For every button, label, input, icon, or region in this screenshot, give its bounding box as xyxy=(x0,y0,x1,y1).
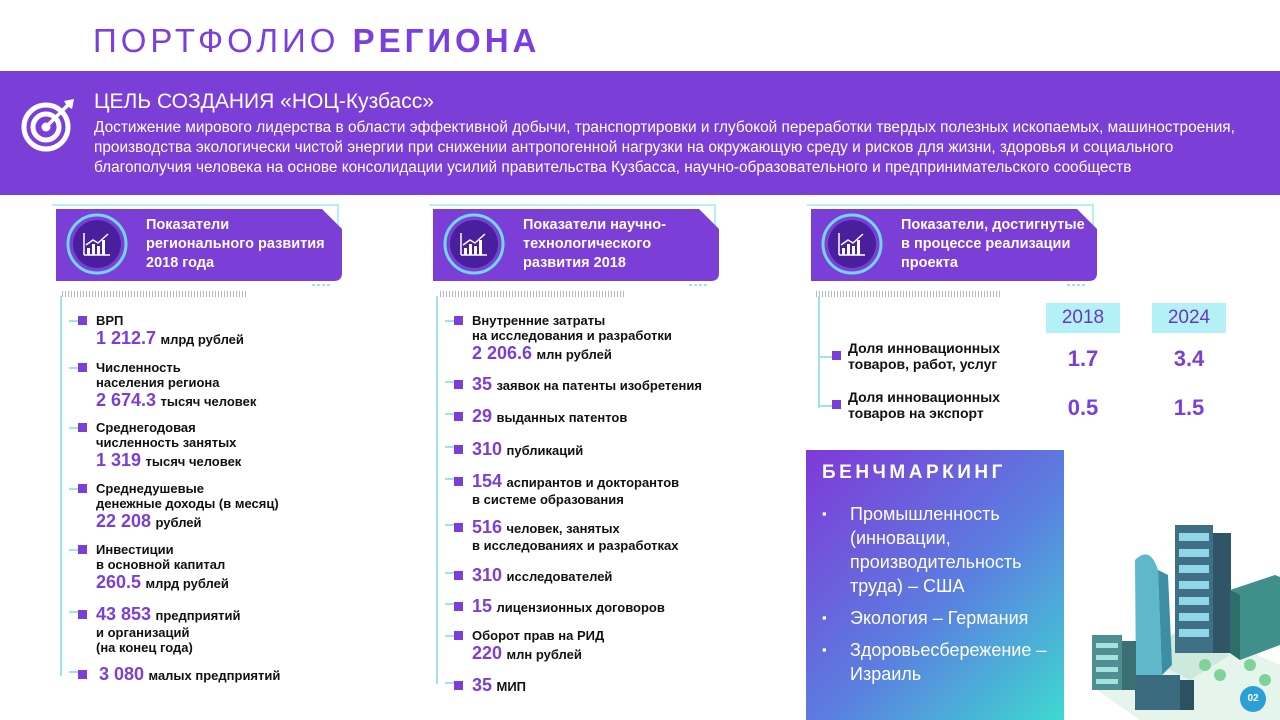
bullet-marker xyxy=(832,351,841,360)
card-scientific xyxy=(427,203,727,289)
list-item: 310 исследователей xyxy=(472,565,802,586)
timeline-line xyxy=(436,296,438,684)
goal-title: ЦЕЛЬ СОЗДАНИЯ «НОЦ-Кузбасс» xyxy=(94,90,434,113)
card-title: Показатели, достигнутые в процессе реализации проекта xyxy=(901,217,1085,271)
target-icon xyxy=(20,97,76,153)
dotted-rule xyxy=(62,290,247,298)
card-achievements xyxy=(805,203,1105,289)
dotted-rule xyxy=(440,290,625,298)
list-item: ▪ Здоровьесбережение – Израиль xyxy=(822,638,1058,686)
achievement-value-2018: 0.5 xyxy=(1067,395,1099,420)
connector xyxy=(818,356,832,358)
list-item: ▪ Экология – Германия xyxy=(822,606,1058,630)
list-item: 310 публикаций xyxy=(472,439,802,460)
goal-banner xyxy=(0,71,1280,195)
benchmarking-title: БЕНЧМАРКИНГ xyxy=(822,462,1006,483)
dotted-rule xyxy=(816,290,1001,298)
list-item: 29 выданных патентов xyxy=(472,406,802,427)
list-item: Инвестиции в основной капитал 260.5 млрд рублей xyxy=(96,542,426,593)
list-item: 154 аспирантов и докторантов в системе образования xyxy=(472,471,802,507)
list-item: 43 853 предприятий и организаций (на конец года) xyxy=(96,604,426,655)
list-item: 516 человек, занятых в исследованиях и разработках xyxy=(472,517,802,553)
growth-chart-icon xyxy=(66,213,128,275)
card-title: Показатели регионального развития 2018 года xyxy=(146,217,325,271)
list-item: Численность населения региона 2 674.3 тысяч человек xyxy=(96,360,426,411)
list-item: Внутренние затраты на исследования и разработки 2 206.6 млн рублей xyxy=(472,313,802,364)
connector xyxy=(818,405,832,407)
growth-chart-icon xyxy=(443,213,505,275)
achievement-label: Доля инновационных товаров на экспорт xyxy=(848,389,1000,421)
list-item: Среднедушевые денежные доходы (в месяц) 22 208 рублей xyxy=(96,481,426,532)
list-item: ВРП 1 212.7 млрд рублей xyxy=(96,313,426,349)
list-item: 35 МИП xyxy=(472,675,802,696)
achievement-value-2018: 1.7 xyxy=(1067,346,1099,371)
year-2018-header: 2018 xyxy=(1046,303,1120,333)
achievement-label: Доля инновационных товаров, работ, услуг xyxy=(848,340,1000,372)
bullet-marker xyxy=(832,400,841,409)
year-2024-header: 2024 xyxy=(1152,303,1226,333)
growth-chart-icon xyxy=(821,213,883,275)
timeline-line xyxy=(60,296,62,676)
achievement-value-2024: 3.4 xyxy=(1173,346,1205,371)
page-number: 02 xyxy=(1240,686,1266,712)
timeline-line xyxy=(818,296,820,408)
list-item: 15 лицензионных договоров xyxy=(472,596,802,617)
benchmarking-panel xyxy=(806,450,1064,720)
list-item: 35 заявок на патенты изобретения xyxy=(472,374,802,395)
achievement-value-2024: 1.5 xyxy=(1173,395,1205,420)
list-item: Оборот прав на РИД 220 млн рублей xyxy=(472,628,802,664)
card-title: Показатели научно-технологического развития 2018 xyxy=(523,217,666,271)
list-item: Среднегодовая численность занятых 1 319 тысяч человек xyxy=(96,420,426,471)
goal-text: Достижение мирового лидерства в области эффективной добычи, транспортировки и глубокой переработки твердых полезных ископаемых, машиностроения, производства экологически чистой энергии при снижении антропогенной нагрузки на окружающую среду и рисков для жизни, здоровья и социального благополучия человека на основе консолидации усилий правительства Кузбасса, научно-образовательного и предпринимательского сообществ xyxy=(94,119,1235,176)
benchmarking-list xyxy=(822,502,1058,694)
page-title: ПОРТФОЛИО РЕГИОНА xyxy=(93,22,541,59)
card-regional xyxy=(50,203,350,289)
list-item: 3 080 малых предприятий xyxy=(96,664,426,685)
list-item: ▪ Промышленность (инновации, производительность труда) – США xyxy=(822,502,1058,598)
